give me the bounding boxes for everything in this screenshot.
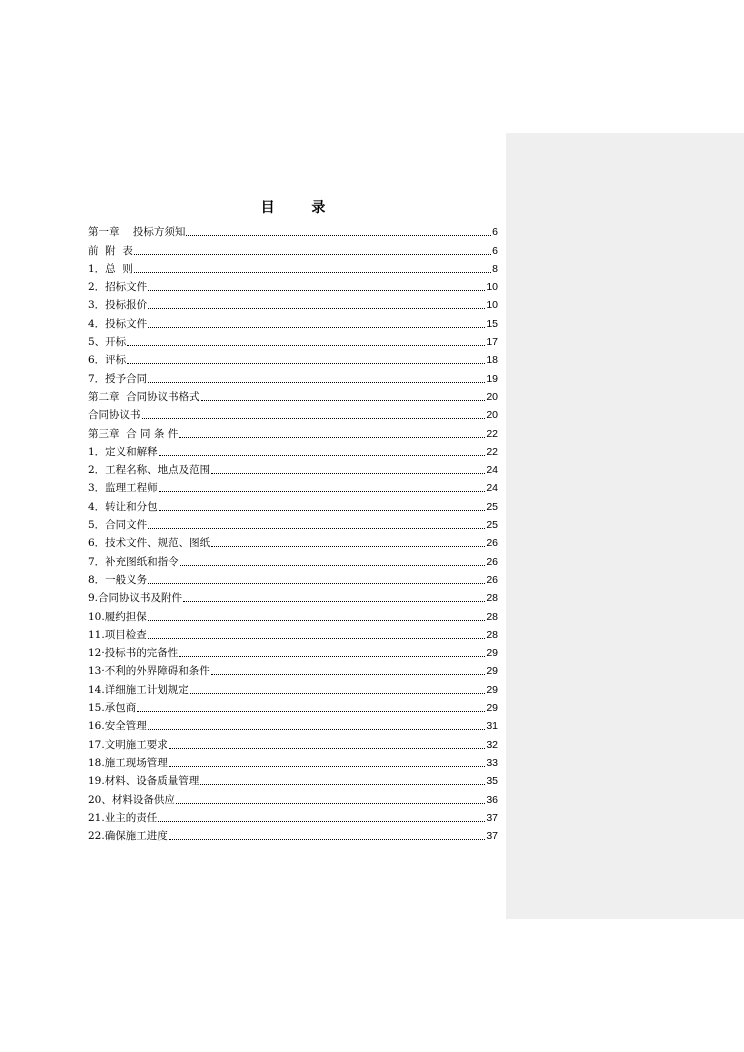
toc-entry-label: 5、开标 — [88, 336, 127, 349]
toc-entry[interactable] — [88, 238, 498, 256]
toc-entry[interactable] — [88, 659, 498, 677]
toc-entry-label: 13·不利的外界障碍和条件 — [88, 665, 210, 678]
toc-leader-dots — [190, 692, 486, 694]
toc-entry-label: 19.材料、设备质量管理 — [88, 775, 200, 788]
toc-leader-dots — [159, 490, 486, 492]
toc-entry[interactable] — [88, 604, 498, 622]
toc-entry-page: 6 — [492, 226, 498, 239]
toc-entry[interactable] — [88, 623, 498, 641]
toc-entry-label: 18.施工现场管理 — [88, 756, 168, 769]
toc-entry-page: 20 — [486, 409, 498, 422]
toc-entry-page: 37 — [486, 811, 498, 824]
toc-entry-label: 2．工程名称、地点及范围 — [88, 464, 211, 477]
table-of-contents — [88, 220, 498, 842]
toc-entry[interactable] — [88, 549, 498, 567]
toc-entry[interactable] — [88, 586, 498, 604]
toc-entry-page: 32 — [486, 738, 498, 751]
toc-entry-label: 16.安全管理 — [88, 720, 147, 733]
toc-leader-dots — [211, 673, 486, 675]
toc-leader-dots — [211, 472, 485, 474]
toc-entry-page: 10 — [486, 281, 498, 294]
toc-entry-page: 25 — [486, 519, 498, 532]
toc-entry-label: 15.承包商 — [88, 702, 137, 715]
toc-entry-label: 合同协议书 — [88, 409, 141, 422]
toc-entry-label: 3．投标报价 — [88, 299, 148, 312]
toc-entry-page: 29 — [486, 647, 498, 660]
toc-entry[interactable] — [88, 458, 498, 476]
toc-entry[interactable] — [88, 257, 498, 275]
toc-leader-dots — [148, 289, 485, 291]
toc-entry[interactable] — [88, 220, 498, 238]
toc-entry-page: 33 — [486, 756, 498, 769]
toc-entry[interactable] — [88, 714, 498, 732]
toc-entry-page: 29 — [486, 683, 498, 696]
toc-leader-dots — [179, 436, 485, 438]
toc-entry-label: 6．评标 — [88, 354, 127, 367]
toc-entry-page: 28 — [486, 610, 498, 623]
toc-title: 目 录 — [260, 200, 342, 216]
toc-leader-dots — [159, 454, 486, 456]
toc-entry-page: 19 — [486, 372, 498, 385]
toc-entry[interactable] — [88, 531, 498, 549]
toc-entry-page: 29 — [486, 665, 498, 678]
toc-entry[interactable] — [88, 293, 498, 311]
toc-entry-page: 22 — [486, 427, 498, 440]
toc-entry-label: 8．一般义务 — [88, 573, 148, 586]
toc-entry[interactable] — [88, 787, 498, 805]
toc-leader-dots — [148, 619, 486, 621]
toc-leader-dots — [169, 747, 486, 749]
toc-leader-dots — [186, 234, 491, 236]
toc-leader-dots — [127, 362, 485, 364]
toc-entry[interactable] — [88, 366, 498, 384]
toc-leader-dots — [148, 326, 485, 328]
toc-entry[interactable] — [88, 732, 498, 750]
toc-entry-label: 第一章 投标方须知 — [88, 226, 186, 239]
toc-entry-page: 29 — [486, 702, 498, 715]
toc-entry-page: 26 — [486, 573, 498, 586]
toc-entry-label: 17.文明施工要求 — [88, 738, 168, 751]
toc-entry-label: 4．转让和分包 — [88, 500, 158, 513]
toc-leader-dots — [201, 399, 486, 401]
toc-entry-page: 15 — [486, 317, 498, 330]
toc-entry-page: 26 — [486, 537, 498, 550]
toc-leader-dots — [211, 545, 485, 547]
toc-entry[interactable] — [88, 476, 498, 494]
toc-entry[interactable] — [88, 696, 498, 714]
toc-leader-dots — [148, 527, 485, 529]
toc-leader-dots — [169, 838, 486, 840]
toc-entry[interactable] — [88, 421, 498, 439]
toc-leader-dots — [200, 783, 485, 785]
toc-entry-page: 17 — [486, 336, 498, 349]
toc-entry[interactable] — [88, 677, 498, 695]
toc-entry-page: 18 — [486, 354, 498, 367]
toc-leader-dots — [158, 820, 485, 822]
toc-entry[interactable] — [88, 513, 498, 531]
toc-leader-dots — [176, 802, 485, 804]
toc-entry-page: 37 — [486, 830, 498, 843]
toc-entry-label: 4．投标文件 — [88, 317, 148, 330]
toc-entry-label: 1．定义和解释 — [88, 445, 158, 458]
toc-leader-dots — [142, 417, 486, 419]
toc-entry-page: 24 — [486, 464, 498, 477]
toc-leader-dots — [148, 637, 486, 639]
toc-entry[interactable] — [88, 751, 498, 769]
toc-entry[interactable] — [88, 769, 498, 787]
toc-entry[interactable] — [88, 348, 498, 366]
toc-leader-dots — [148, 381, 485, 383]
toc-entry[interactable] — [88, 824, 498, 842]
toc-leader-dots — [183, 600, 485, 602]
toc-entry-page: 35 — [486, 775, 498, 788]
toc-leader-dots — [148, 728, 486, 730]
comment-pane — [506, 133, 744, 919]
toc-entry-label: 22.确保施工进度 — [88, 830, 168, 843]
toc-entry-page: 25 — [486, 500, 498, 513]
toc-leader-dots — [127, 344, 485, 346]
toc-entry[interactable] — [88, 330, 498, 348]
toc-leader-dots — [180, 564, 486, 566]
toc-leader-dots — [159, 509, 486, 511]
toc-entry-page: 20 — [486, 390, 498, 403]
toc-entry-page: 31 — [486, 720, 498, 733]
toc-entry[interactable] — [88, 403, 498, 421]
toc-entry-label: 1．总 则 — [88, 262, 133, 275]
toc-entry-label: 3．监理工程师 — [88, 482, 158, 495]
toc-entry-label: 6．技术文件、规范、图纸 — [88, 537, 211, 550]
toc-entry-page: 28 — [486, 628, 498, 641]
toc-entry[interactable] — [88, 806, 498, 824]
toc-entry-label: 第三章 合 同 条 件 — [88, 427, 179, 440]
toc-entry-label: 前 附 表 — [88, 244, 133, 257]
toc-entry[interactable] — [88, 275, 498, 293]
toc-entry-label: 2．招标文件 — [88, 281, 148, 294]
toc-entry-label: 5．合同文件 — [88, 519, 148, 532]
toc-entry[interactable] — [88, 311, 498, 329]
toc-entry[interactable] — [88, 568, 498, 586]
toc-entry-label: 12·投标书的完备性 — [88, 647, 179, 660]
toc-entry-page: 26 — [486, 555, 498, 568]
toc-entry-page: 22 — [486, 445, 498, 458]
toc-entry-label: 20、材料设备供应 — [88, 793, 175, 806]
toc-leader-dots — [137, 710, 485, 712]
toc-leader-dots — [148, 307, 485, 309]
toc-leader-dots — [134, 253, 491, 255]
toc-entry-page: 10 — [486, 299, 498, 312]
toc-entry[interactable] — [88, 440, 498, 458]
toc-entry-page: 8 — [492, 262, 498, 275]
toc-entry-label: 9.合同协议书及附件 — [88, 592, 183, 605]
toc-entry-label: 11.项目检查 — [88, 628, 147, 641]
toc-entry[interactable] — [88, 494, 498, 512]
toc-entry-page: 6 — [492, 244, 498, 257]
toc-entry[interactable] — [88, 641, 498, 659]
toc-entry-label: 7．补充图纸和指令 — [88, 555, 179, 568]
toc-entry[interactable] — [88, 385, 498, 403]
toc-entry-label: 第二章 合同协议书格式 — [88, 390, 200, 403]
toc-entry-page: 36 — [486, 793, 498, 806]
toc-leader-dots — [134, 271, 491, 273]
toc-entry-page: 28 — [486, 592, 498, 605]
toc-leader-dots — [179, 655, 485, 657]
toc-leader-dots — [148, 582, 485, 584]
toc-entry-label: 7．授予合同 — [88, 372, 148, 385]
toc-entry-label: 10.履约担保 — [88, 610, 147, 623]
toc-entry-label: 14.详细施工计划规定 — [88, 683, 189, 696]
toc-entry-label: 21.业主的责任 — [88, 811, 158, 824]
toc-leader-dots — [169, 765, 486, 767]
toc-entry-page: 24 — [486, 482, 498, 495]
